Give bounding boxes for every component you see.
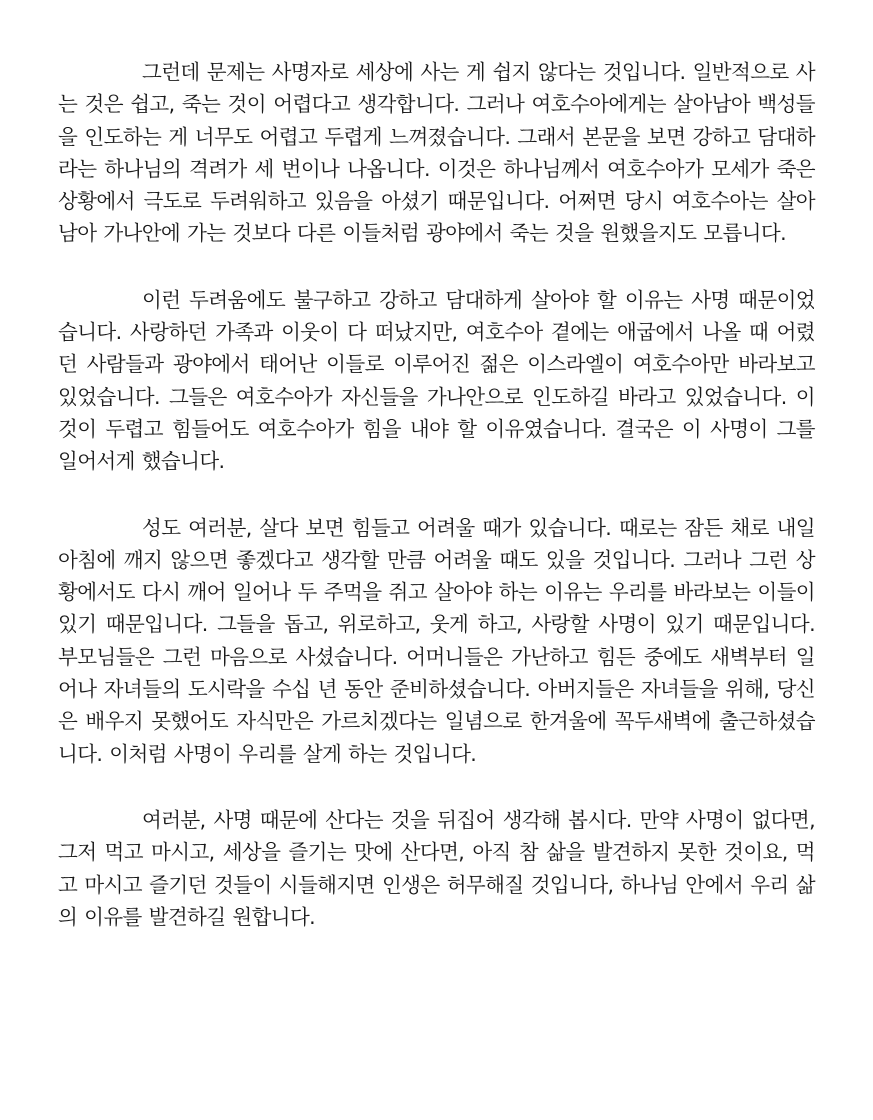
paragraph-2: 이런 두려움에도 불구하고 강하고 담대하게 살아야 할 이유는 사명 때문이었습니다. 사랑하던 가족과 이웃이 다 떠났지만, 여호수아 곁에는 애굽에서 나올 때 어렸던 사람들과 광야에서 태어난 이들로 이루어진 젊은 이스라엘이 여호수아만 바라보고 있었습니다. 그들은 여호수아가 자신들을 가나안으로 인도하길 바라고 있었습니다. 이것이 두렵고 힘들어도 여호수아가 힘을 내야 할 이유였습니다. 결국은 이 사명이 그를 일어서게 했습니다. (58, 287, 815, 474)
paragraph-1: 그런데 문제는 사명자로 세상에 사는 게 쉽지 않다는 것입니다. 일반적으로 사는 것은 쉽고, 죽는 것이 어렵다고 생각합니다. 그러나 여호수아에게는 살아남아 백성들을 인도하는 게 너무도 어렵고 두렵게 느껴졌습니다. 그래서 본문을 보면 강하고 담대하라는 하나님의 격려가 세 번이나 나옵니다. 이것은 하나님께서 여호수아가 모세가 죽은 상황에서 극도로 두려워하고 있음을 아셨기 때문입니다. 어쩌면 당시 여호수아는 살아남아 가나안에 가는 것보다 다른 이들처럼 광야에서 죽는 것을 원했을지도 모릅니다. (58, 60, 815, 246)
paragraph-4: 여러분, 사명 때문에 산다는 것을 뒤집어 생각해 봅시다. 만약 사명이 없다면, 그저 먹고 마시고, 세상을 즐기는 맛에 산다면, 아직 참 삶을 발견하지 못한 것이요, 먹고 마시고 즐기던 것들이 시들해지면 인생은 허무해질 것입니다, 하나님 안에서 우리 삶의 이유를 발견하길 원합니다. (58, 807, 815, 929)
paragraph-3: 성도 여러분, 살다 보면 힘들고 어려울 때가 있습니다. 때로는 잠든 채로 내일 아침에 깨지 않으면 좋겠다고 생각할 만큼 어려울 때도 있을 것입니다. 그러나 그런 상황에서도 다시 깨어 일어나 두 주먹을 쥐고 살아야 하는 이유는 우리를 바라보는 이들이 있기 때문입니다. 그들을 돕고, 위로하고, 웃게 하고, 사랑할 사명이 있기 때문입니다. 부모님들은 그런 마음으로 사셨습니다. 어머니들은 가난하고 힘든 중에도 새벽부터 일어나 자녀들의 도시락을 수십 년 동안 준비하셨습니다. 아버지들은 자녀들을 위해, 당신은 배우지 못했어도 자식만은 가르치겠다는 일념으로 한겨울에 꼭두새벽에 출근하셨습니다. 이처럼 사명이 우리를 살게 하는 것입니다. (58, 515, 815, 766)
